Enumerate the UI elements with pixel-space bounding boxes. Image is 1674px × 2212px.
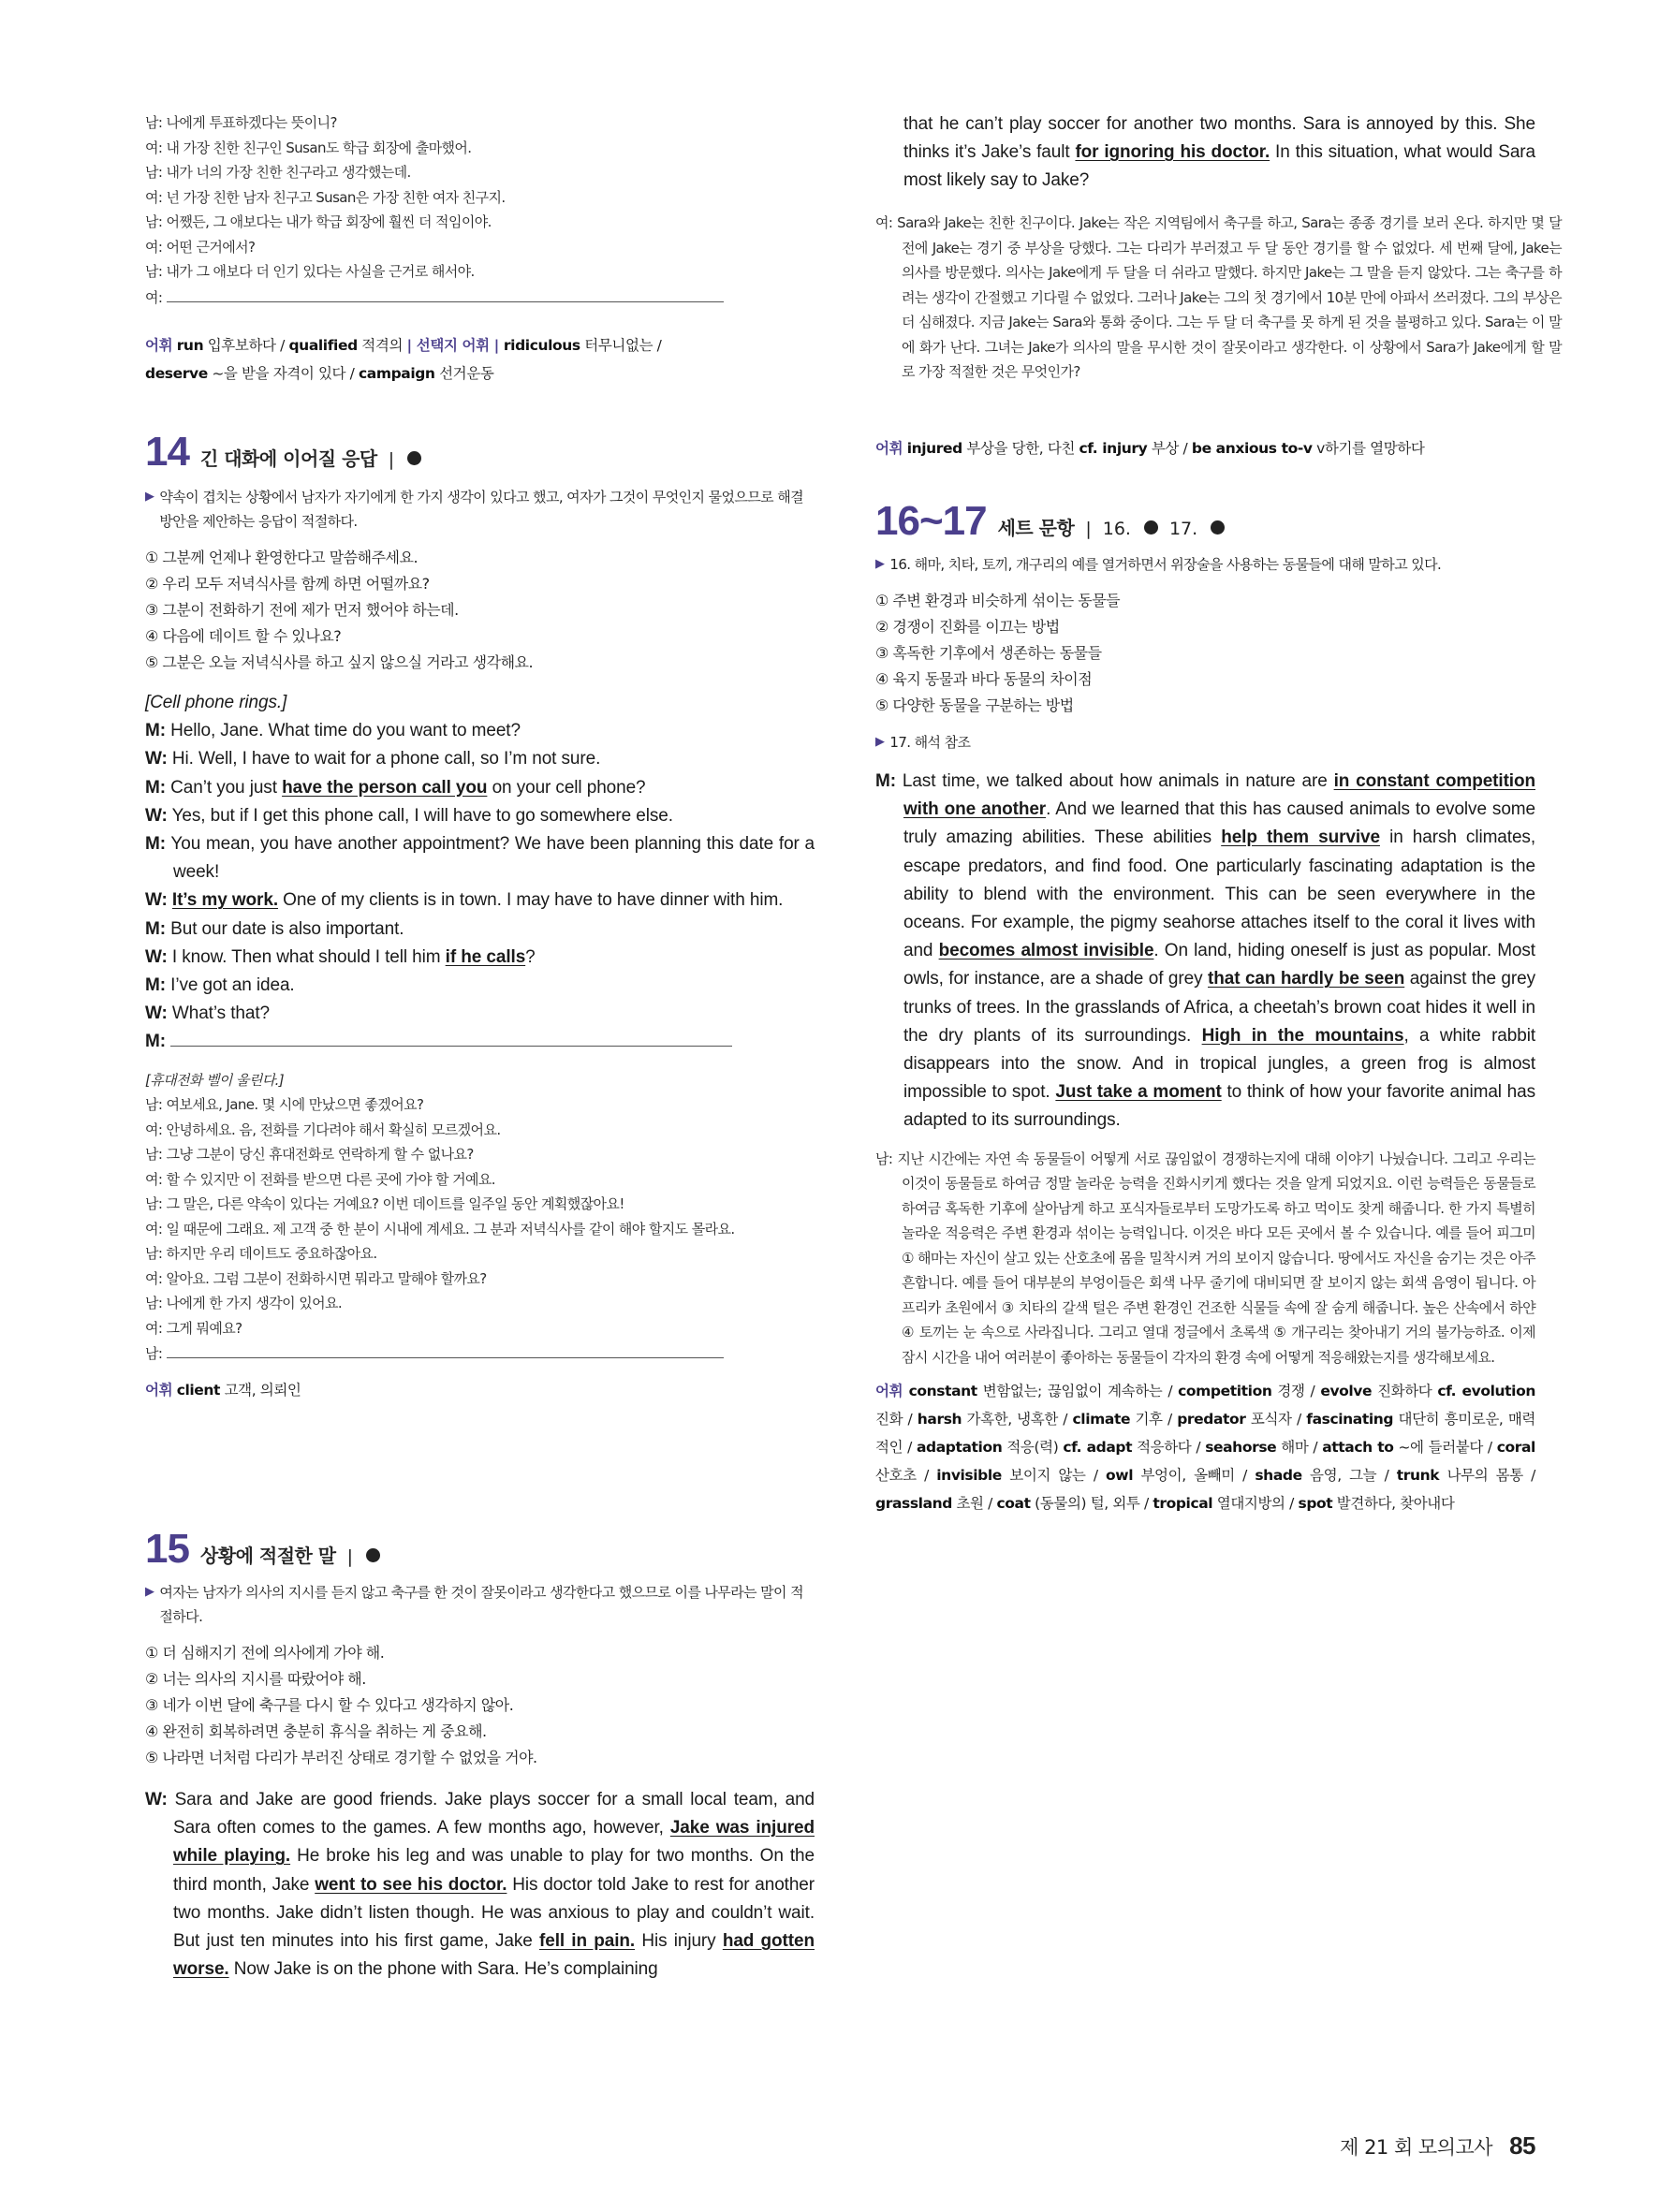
option-item: ⑤ 나라면 너처럼 다리가 부러진 상태로 경기할 수 없었을 거야. [145, 1749, 537, 1766]
line-text: 안녕하세요. 음, 전화를 기다려야 해서 확실히 모르겠어요. [166, 1121, 501, 1138]
vocab-meaning: 산호초 / [875, 1467, 937, 1485]
option-item: ① 그분께 언제나 환영한다고 말씀해주세요. [145, 549, 418, 566]
dialogue-line [145, 1316, 815, 1341]
q15-english-passage: W: Sara and Jake are good friends. Jake plays soccer for a small local team, and Sara often comes to the games. A few months ago, however, Jake was injured while playing. He broke his leg and was unable to play for two months. On the third month, Jake went to see his doctor. His doctor told Jake to rest for another two months. Jake didn’t listen though. He was anxious to play and couldn’t wait. But just ten minutes into his first game, Jake fell in pain. His injury had gotten worse. Now Jake is on the phone with Sara. He’s complaining [145, 1790, 815, 1980]
vocab-word: attach to [1322, 1439, 1394, 1457]
question-number: 16~17 [875, 498, 987, 544]
q14-korean-dialogue: [휴대전화 벨이 울린다.] 남: 여보세요, Jane. 몇 시에 만났으면 좋겠어요? 여: 안녕하세요. 음, 전화를 기다려야 해서 확실히 모르겠어요. 남: 그냥 그분이 당신 휴대전화로 연락하게 할 수 없나요? 여: 할 수 있지만 이 전화를 받으면 다른 곳에 가야 할 거예요. 남: 그 말은, 다른 약속이 있다는 거예요? 이번 데이트를 일주일 동안 계획했잖아요! 여: 일 때문에 그래요. 제 고객 중 한 분이 시내에 계세요. 그 분과 저녁식사를 같이 해야 할지도 몰라요. 남: 하지만 우리 데이트도 중요하잖아요. 여: 알아요. 그럼 그분이 전화하시면 뭐라고 말해야 할까요? 남: 나에게 한 가지 생각이 있어요. 여: 그게 뭐예요? 남: [145, 1068, 815, 1367]
difficulty-dot-icon [1144, 520, 1158, 535]
line-text: 어쨌든, 그 애보다는 내가 학급 회장에 훨씬 더 적임이야. [166, 213, 492, 230]
dialogue-line [145, 259, 815, 285]
answer-blank [167, 1340, 724, 1358]
q1617-korean-passage: 남: 지난 시간에는 자연 속 동물들이 어떻게 서로 끊임없이 경쟁하는지에 대해 이야기 나눴습니다. 그리고 우리는 이것이 동물들로 하여금 정말 놀라운 능력을 진화시키게 했다는 것을 알게 되었지요. 이런 능력들은 동물들로 하여금 혹독한 기후에 살아남게 하고 포식자들로부터 도망가도록 하고 먹이도 찾게 해줍니다. 한 가지 특별히 놀라운 적응력은 주변 환경과 섞이는 능력입니다. 이것은 바다 모든 곳에서 볼 수 있습니다. 예를 들어 피그미 ① 해마는 자신이 살고 있는 산호초에 몸을 밀착시켜 거의 보이지 않습니다. 땅에서도 자신을 숨기는 것은 아주 흔합니다. 예를 들어 대부분의 부엉이들은 회색 나무 줄기에 대비되면 잘 보이지 않는 회색 음영이 됩니다. 아프리카 초원에서 ③ 치타의 갈색 털은 주변 환경인 건조한 식물들 속에 잘 숨게 해줍니다. 높은 산속에서 하얀 ④ 토끼는 눈 속으로 사라집니다. 그리고 열대 정글에서 초록색 ⑤ 개구리는 찾아내기 거의 불가능하죠. 이제 잠시 시간을 내어 여러분이 좋아하는 동물들이 각자의 환경 속에 어떻게 적응해왔는지를 생각해보세요. [875, 1150, 1535, 1366]
q14-section [145, 429, 815, 1404]
option-item: ③ 그분이 전화하기 전에 제가 먼저 했어야 하는데. [145, 601, 459, 619]
speaker-label: 남: [145, 1146, 167, 1164]
dialogue-line [145, 1092, 815, 1118]
vocab-word: climate [1072, 1411, 1131, 1428]
dialogue-line [145, 1340, 815, 1367]
dialogue-line [145, 285, 815, 311]
vocab-word: coral [1496, 1439, 1535, 1457]
speaker-label: 여: [145, 188, 167, 206]
vocab-word: trunk [1396, 1467, 1440, 1485]
q14-explanation: ▶ 약속이 겹치는 상황에서 남자가 자기에게 한 가지 생각이 있다고 했고, 여자가 그것이 무엇인지 물었으므로 해결 방안을 제안하는 응답이 적절하다. [145, 485, 815, 534]
difficulty-dot-icon [366, 1548, 380, 1562]
vocab-meaning: 적응하다 / [1132, 1439, 1206, 1457]
q13-vocab: 어휘 run 입후보하다 / qualified 적격의 | 선택지 어휘 | ridiculous 터무니없는 / deserve ~을 받을 자격이 있다 / campaign 선거운동 [145, 337, 662, 382]
vocab-meaning: 진화하다 [1372, 1383, 1438, 1400]
dialogue-line [145, 1167, 815, 1193]
answer-blank [170, 1029, 732, 1047]
speaker-label: 여: [145, 139, 167, 156]
vocab-word: predator [1177, 1411, 1246, 1428]
vocab-word: cf. adapt [1063, 1439, 1133, 1457]
vocab-meaning: 보이지 않는 / [1001, 1467, 1107, 1485]
line-text: 나에게 투표하겠다는 뜻이니? [166, 114, 337, 131]
q14-english-dialogue: [Cell phone rings.] M: Hello, Jane. What time do you want to meet? W: Hi. Well, I have to wait for a phone call, so I’m not sure. M: Can’t you just have the person call you on your cell phone? W: Yes, but if I get this phone call, I will have to go somewhere else. M: You mean, you have another appointment? We have been planning this date for a week! W: It’s my work. One of my clients is in town. I may have to have dinner with him. M: But our date is also important. W: I know. Then what should I tell him if he calls? M: I’ve got an idea. W: What’s that? M: [145, 693, 815, 1052]
option-item: ⑤ 다양한 동물을 구분하는 방법 [875, 696, 1074, 714]
option-item: ① 더 심해지기 전에 의사에게 가야 해. [145, 1644, 385, 1662]
speaker-label: 여: [145, 1319, 167, 1337]
q15-korean-passage: 여: Sara와 Jake는 친한 친구이다. Jake는 작은 지역팀에서 축구를 하고, Sara는 종종 경기를 보러 온다. 하지만 몇 달 전에 Jake는 경기 중 부상을 당했다. 그는 다리가 부러졌고 두 달 동안 경기를 할 수 없었다. 세 번째 달에, Jake는 의사를 방문했다. 의사는 Jake에게 두 달을 더 쉬라고 말했다. 하지만 Jake는 그 말을 듣지 않았다. 그는 축구를 하려는 생각이 간절했고 기다릴 수 없었다. 그러나 Jake는 그의 첫 경기에서 10분 만에 아파서 쓰러졌다. 그의 부상은 더 심해졌다. 지금 Jake는 Sara와 통화 중이다. 그는 두 달 더 축구를 못 하게 된 것을 불평하고 있다. Sara는 이 말에 화가 난다. 그녀는 Jake가 의사의 말을 무시한 것이 잘못이라고 생각한다. 이 상황에서 Sara가 Jake에게 할 말로 가장 적절한 것은 무엇인가? [875, 214, 1562, 380]
q14-options [145, 545, 815, 676]
q15-vocab: 어휘 injured 부상을 당한, 다친 cf. injury 부상 / be anxious to-v v하기를 열망하다 [875, 440, 1425, 457]
line-text: 그 말은, 다른 약속이 있다는 거예요? 이번 데이트를 일주일 동안 계획했잖아요! [166, 1195, 624, 1213]
line-text: 그게 뭐예요? [166, 1319, 242, 1337]
speaker-label: 남: [145, 1195, 167, 1213]
speaker-label: 남: [145, 263, 167, 280]
speaker-label: 여: [145, 238, 167, 256]
line-text: 알아요. 그럼 그분이 전화하시면 뭐라고 말해야 할까요? [166, 1269, 487, 1287]
speaker-label: 여: [145, 288, 167, 306]
speaker-label: 남: [145, 1295, 167, 1312]
q1617-vocab [875, 1377, 1535, 1517]
dialogue-line [145, 136, 815, 161]
option-item: ④ 다음에 데이트 할 수 있나요? [145, 627, 342, 645]
speaker-label: 남: [145, 114, 167, 131]
speaker-label: 여: [145, 1269, 167, 1287]
triangle-pointer-icon: ▶ [145, 1585, 154, 1599]
vocab-word: invisible [936, 1467, 1002, 1485]
option-item: ② 우리 모두 저녁식사를 함께 하면 어떨까요? [145, 575, 430, 593]
line-text: 나에게 한 가지 생각이 있어요. [166, 1295, 343, 1312]
vocab-meaning: 열대지방의 / [1212, 1495, 1299, 1513]
dialogue-line [145, 110, 815, 136]
vocab-word: coat [996, 1495, 1031, 1513]
q15-section [145, 1526, 815, 1984]
question-title: 긴 대화에 이어질 응답 [199, 447, 377, 470]
q15-header: 15 상황에 적절한 말 | [145, 1526, 815, 1573]
vocab-meaning: 음영, 그늘 / [1301, 1467, 1397, 1485]
line-text: 내가 너의 가장 친한 친구라고 생각했는데. [166, 164, 411, 181]
speaker-label: 남: [145, 164, 167, 181]
vocab-meaning: 발견하다, 찾아내다 [1332, 1495, 1455, 1513]
option-item: ④ 육지 동물과 바다 동물의 차이점 [875, 670, 1093, 688]
vocab-meaning: 해마 / [1276, 1439, 1323, 1457]
vocab-meaning: 적응(력) [1002, 1439, 1064, 1457]
dialogue-line [145, 235, 815, 260]
vocab-meaning: 대단히 흥미로운, 매력적인 / [875, 1411, 1535, 1457]
speaker-label: 남: [145, 1245, 167, 1263]
dialogue-line [145, 210, 815, 235]
triangle-pointer-icon: ▶ [875, 557, 885, 571]
triangle-pointer-icon: ▶ [145, 490, 154, 504]
dialogue-line [145, 1142, 815, 1167]
dialogue-line [145, 1291, 815, 1316]
speaker-label: 여: [145, 1220, 167, 1238]
q15-explanation: ▶ 여자는 남자가 의사의 지시를 듣지 않고 축구를 한 것이 잘못이라고 생각한다고 했으므로 이를 나무라는 말이 적절하다. [145, 1580, 815, 1629]
option-item: ③ 혹독한 기후에서 생존하는 동물들 [875, 644, 1102, 662]
line-text: 여보세요, Jane. 몇 시에 만났으면 좋겠어요? [166, 1096, 424, 1114]
vocab-meaning: 기후 / [1130, 1411, 1178, 1428]
page-footer [1340, 2131, 1535, 2161]
vocab-word: owl [1106, 1467, 1134, 1485]
option-item: ③ 네가 이번 달에 축구를 다시 할 수 있다고 생각하지 않아. [145, 1696, 514, 1714]
vocab-word: adaptation [916, 1439, 1003, 1457]
vocab-tag: 어휘 [145, 337, 173, 354]
dialogue-line [145, 1267, 815, 1292]
vocab-word: fascinating [1306, 1411, 1394, 1428]
triangle-pointer-icon: ▶ [875, 735, 885, 749]
option-item: ① 주변 환경과 비슷하게 섞이는 동물들 [875, 592, 1121, 609]
speaker-label: 남: [145, 1096, 167, 1114]
difficulty-dot-icon [1211, 520, 1225, 535]
line-text: 하지만 우리 데이트도 중요하잖아요. [166, 1245, 377, 1263]
vocab-meaning: 변함없는; 끊임없이 계속하는 / [976, 1383, 1179, 1400]
q16-options [875, 588, 1535, 719]
vocab-meaning: (동물의) 털, 외투 / [1030, 1495, 1153, 1513]
vocab-meaning: 나무의 몸통 / [1439, 1467, 1535, 1485]
option-item: ② 경쟁이 진화를 이끄는 방법 [875, 618, 1060, 636]
line-text: 내 가장 친한 친구인 Susan도 학급 회장에 출마했어. [166, 139, 472, 156]
vocab-word: evolve [1320, 1383, 1373, 1400]
speaker-label: 남: [145, 1345, 167, 1363]
speaker-label: 여: [145, 1170, 167, 1188]
q1617-section [875, 498, 1535, 1517]
line-text: 일 때문에 그래요. 제 고객 중 한 분이 시내에 계세요. 그 분과 저녁식사를 같이 해야 할지도 몰라요. [166, 1220, 735, 1238]
q15-english-passage-cont: that he can’t play soccer for another two months. Sara is annoyed by this. She thinks it’s Jake’s fault for ignoring his doctor. In this situation, what would Sara most likely say to Jake? [903, 114, 1535, 191]
line-text: 그냥 그분이 당신 휴대전화로 연락하게 할 수 없나요? [166, 1146, 474, 1164]
vocab-word: grassland [875, 1495, 952, 1513]
vocab-word: cf. evolution [1437, 1383, 1535, 1400]
vocab-meaning: 진화 / [875, 1411, 918, 1428]
vocab-word: constant [908, 1383, 977, 1400]
q17-explanation: ▶ 17. 해석 참조 [875, 730, 1535, 754]
q1617-header: 16~17 세트 문항 | 16. 17. [875, 498, 1535, 545]
exam-label: 제 21 회 모의고사 [1340, 2136, 1493, 2159]
dialogue-line [145, 1192, 815, 1217]
vocab-meaning: 포식자 / [1245, 1411, 1307, 1428]
vocab-meaning: 초원 / [951, 1495, 997, 1513]
page-number: 85 [1509, 2131, 1535, 2160]
vocab-word: competition [1178, 1383, 1272, 1400]
speaker-label: 여: [145, 1121, 167, 1138]
q1617-english-passage: M: Last time, we talked about how animals in nature are in constant competition with one another. And we learned that this has caused animals to evolve some truly amazing abilities. These abilities help them survive in harsh climates, escape predators, and find food. One particularly fascinating adaptation is the ability to blend with the environment. This can be seen everywhere in the oceans. For example, the pigmy seahorse attaches itself to the coral it lives with and becomes almost invisible. On land, hiding oneself is just as popular. Most owls, for instance, are a shade of grey that can hardly be seen against the grey trunks of trees. In the grasslands of Africa, a cheetah’s brown coat hides it well in the dry plants of its surroundings. High in the mountains, a white rabbit disappears into the snow. And in tropical jungles, a green frog is almost impossible to spot. Just take a moment to think of how your favorite animal has adapted to its surroundings. [875, 771, 1536, 1131]
vocab-word: seahorse [1205, 1439, 1277, 1457]
vocab-word: harsh [917, 1411, 962, 1428]
q15-options [145, 1640, 815, 1771]
speaker-label: 남: [145, 213, 167, 230]
dialogue-line [145, 1118, 815, 1143]
option-item: ② 너는 의사의 지시를 따랐어야 해. [145, 1670, 366, 1688]
dialogue-line [145, 160, 815, 185]
dialogue-line [145, 1241, 815, 1267]
q16-explanation: ▶ 16. 해마, 치타, 토끼, 개구리의 예를 열거하면서 위장술을 사용하는 동물들에 대해 말하고 있다. [875, 552, 1535, 577]
question-number: 15 [145, 1526, 189, 1572]
dialogue-line [145, 185, 815, 211]
question-title: 세트 문항 [997, 517, 1075, 539]
option-item: ⑤ 그분은 오늘 저녁식사를 하고 싶지 않으실 거라고 생각해요. [145, 653, 534, 671]
line-text: 할 수 있지만 이 전화를 받으면 다른 곳에 가야 할 거예요. [166, 1170, 495, 1188]
question-number: 14 [145, 429, 189, 475]
q13-korean-dialogue [145, 110, 815, 310]
line-text: 넌 가장 친한 남자 친구고 Susan은 가장 친한 여자 친구지. [166, 188, 506, 206]
option-item: ④ 완전히 회복하려면 충분히 휴식을 취하는 게 중요해. [145, 1722, 487, 1740]
vocab-meaning: ~에 들러붙다 / [1393, 1439, 1497, 1457]
vocab-word: tropical [1153, 1495, 1213, 1513]
q14-header: 14 긴 대화에 이어질 응답 | [145, 429, 815, 476]
dialogue-line [145, 1217, 815, 1242]
answer-blank [167, 285, 724, 302]
line-text: 어떤 근거에서? [166, 238, 256, 256]
vocab-tag: 어휘 [875, 1383, 909, 1400]
vocab-word: spot [1298, 1495, 1333, 1513]
q14-vocab: 어휘 client 고객, 의뢰인 [145, 1381, 301, 1399]
vocab-meaning: 가혹한, 냉혹한 / [962, 1411, 1073, 1428]
vocab-word: shade [1255, 1467, 1302, 1485]
vocab-meaning: 부엉이, 올빼미 / [1133, 1467, 1256, 1485]
question-title: 상황에 적절한 말 [199, 1545, 336, 1567]
line-text: 내가 그 애보다 더 인기 있다는 사실을 근거로 해서야. [166, 263, 475, 280]
vocab-meaning: 경쟁 / [1271, 1383, 1321, 1400]
difficulty-dot-icon [407, 451, 421, 465]
